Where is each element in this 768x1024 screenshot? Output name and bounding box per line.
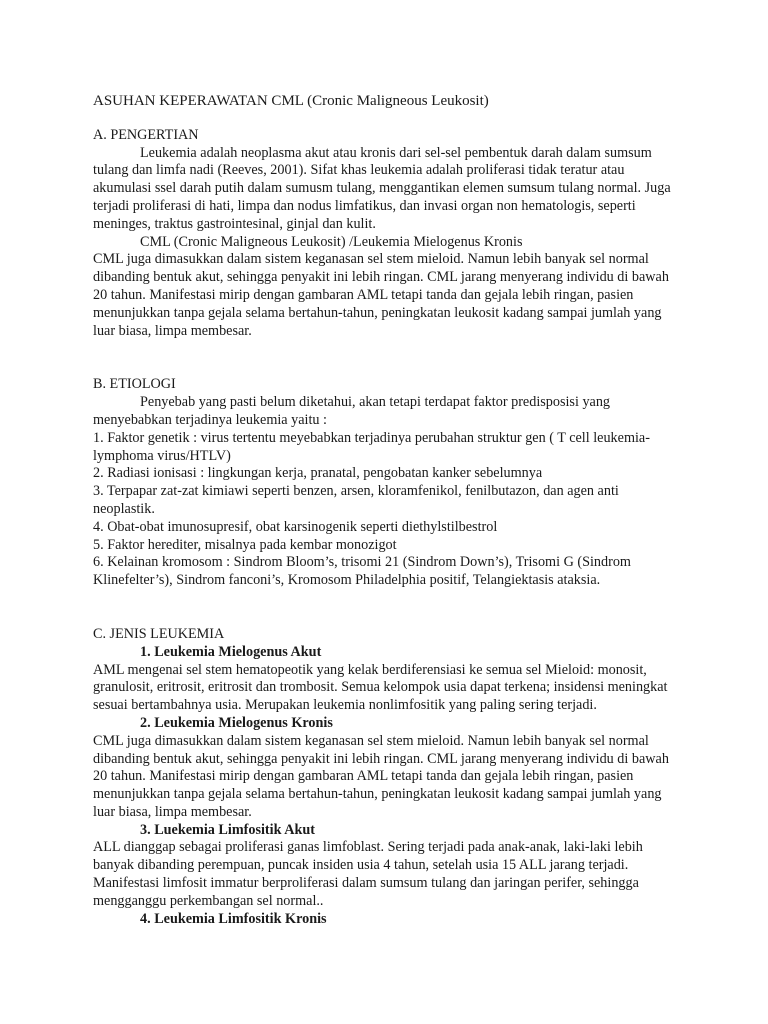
list-item: 3. Terpapar zat-zat kimiawi seperti benzen, arsen, kloramfenikol, fenilbutazon, dan agen anti neoplastik. [93, 483, 619, 517]
section-pengertian [93, 127, 683, 341]
section-heading-pengertian: A. PENGERTIAN [93, 126, 199, 143]
spacer [93, 340, 683, 376]
list-item: 2. Radiasi ionisasi : lingkungan kerja, pranatal, pengobatan kanker sebelumnya [93, 465, 543, 482]
document-title: ASUHAN KEPERAWATAN CML (Cronic Maligneous Leukosit) [93, 93, 489, 109]
section-heading-etiologi: B. ETIOLOGI [93, 376, 176, 393]
section-etiologi [93, 376, 683, 590]
paragraph-pengertian-2: CML (Cronic Maligneous Leukosit) /Leukemia Mielogenus Kronis [140, 233, 523, 250]
paragraph-etiologi-intro: Penyebab yang pasti belum diketahui, akan tetapi terdapat faktor predisposisi yang menyebabkan terjadinya leukemia yaitu : [93, 394, 611, 428]
subheading-leukemia-type: 2. Leukemia Mielogenus Kronis [140, 714, 333, 731]
paragraph-pengertian-3: CML juga dimasukkan dalam sistem keganasan sel stem mieloid. Namun lebih banyak sel normal dibanding bentuk akut, sehingga penyakit ini lebih ringan. CML jarang menyerang individu di bawah 20 tahun. Manifestasi mirip dengan gambaran AML tetapi tanda dan gejala lebih ringan, pasien menunjukkan tanpa gejala selama bertahun-tahun, peningkatan leukosit kadang sampai jumlah yang luar biasa, limpa membesar. [93, 251, 669, 339]
list-item: 4. Obat-obat imunosupresif, obat karsinogenik seperti diethylstilbestrol [93, 518, 498, 535]
list-item: 5. Faktor herediter, misalnya pada kembar monozigot [93, 536, 397, 553]
document-page [93, 93, 683, 928]
spacer [93, 590, 683, 626]
paragraph-leukemia-type: AML mengenai sel stem hematopeotik yang kelak berdiferensiasi ke semua sel Mieloid: monosit, granulosit, eritrosit, eritrosit dan trombosit. Semua kelompok usia dapat terkena; insidensi meningkat sesuai bertambahnya usia. Merupakan leukemia nonlimfositik yang paling sering terjadi. [93, 661, 668, 714]
subheading-leukemia-type: 4. Leukemia Limfositik Kronis [140, 910, 327, 927]
paragraph-leukemia-type: ALL dianggap sebagai proliferasi ganas limfoblast. Sering terjadi pada anak-anak, laki-laki lebih banyak dibanding perempuan, puncak insiden usia 4 tahun, setelah usia 15 ALL jarang terjadi. Manifestasi limfosit immatur berproliferasi dalam sumsum tulang dan jaringan perifer, sehingga mengganggu perkembangan sel normal.. [93, 839, 643, 909]
section-jenis-leukemia [93, 626, 683, 929]
subheading-leukemia-type: 3. Luekemia Limfositik Akut [140, 821, 316, 838]
paragraph-pengertian-1: Leukemia adalah neoplasma akut atau kronis dari sel-sel pembentuk darah dalam sumsum tulang dan limfa nadi (Reeves, 2001). Sifat khas leukemia adalah proliferasi tidak teratur atau akumulasi ssel darah putih dalam sumusm tulang, menggantikan elemen sumsum tulang normal. Juga terjadi proliferasi di hati, limpa dan nodus limfatikus, dan invasi organ non hematologis, seperti meninges, traktus gastrointesinal, ginjal dan kulit. [93, 144, 671, 232]
section-heading-jenis-leukemia: C. JENIS LEUKEMIA [93, 625, 225, 642]
list-item: 6. Kelainan kromosom : Sindrom Bloom’s, trisomi 21 (Sindrom Down’s), Trisomi G (Sindrom Klinefelter’s), Sindrom fanconi’s, Kromosom Philadelphia positif, Telangiektasis ataksia. [93, 554, 631, 589]
subheading-leukemia-type: 1. Leukemia Mielogenus Akut [140, 643, 322, 660]
list-item: 1. Faktor genetik : virus tertentu meyebabkan terjadinya perubahan struktur gen ( T cell leukemia-lymphoma virus/HTLV) [93, 429, 650, 464]
paragraph-leukemia-type: CML juga dimasukkan dalam sistem keganasan sel stem mieloid. Namun lebih banyak sel normal dibanding bentuk akut, sehingga penyakit ini lebih ringan. CML jarang menyerang individu di bawah 20 tahun. Manifestasi mirip dengan gambaran AML tetapi tanda dan gejala lebih ringan, pasien menunjukkan tanpa gejala selama bertahun-tahun, peningkatan leukosit kadang sampai jumlah yang luar biasa, limpa membesar. [93, 732, 669, 820]
